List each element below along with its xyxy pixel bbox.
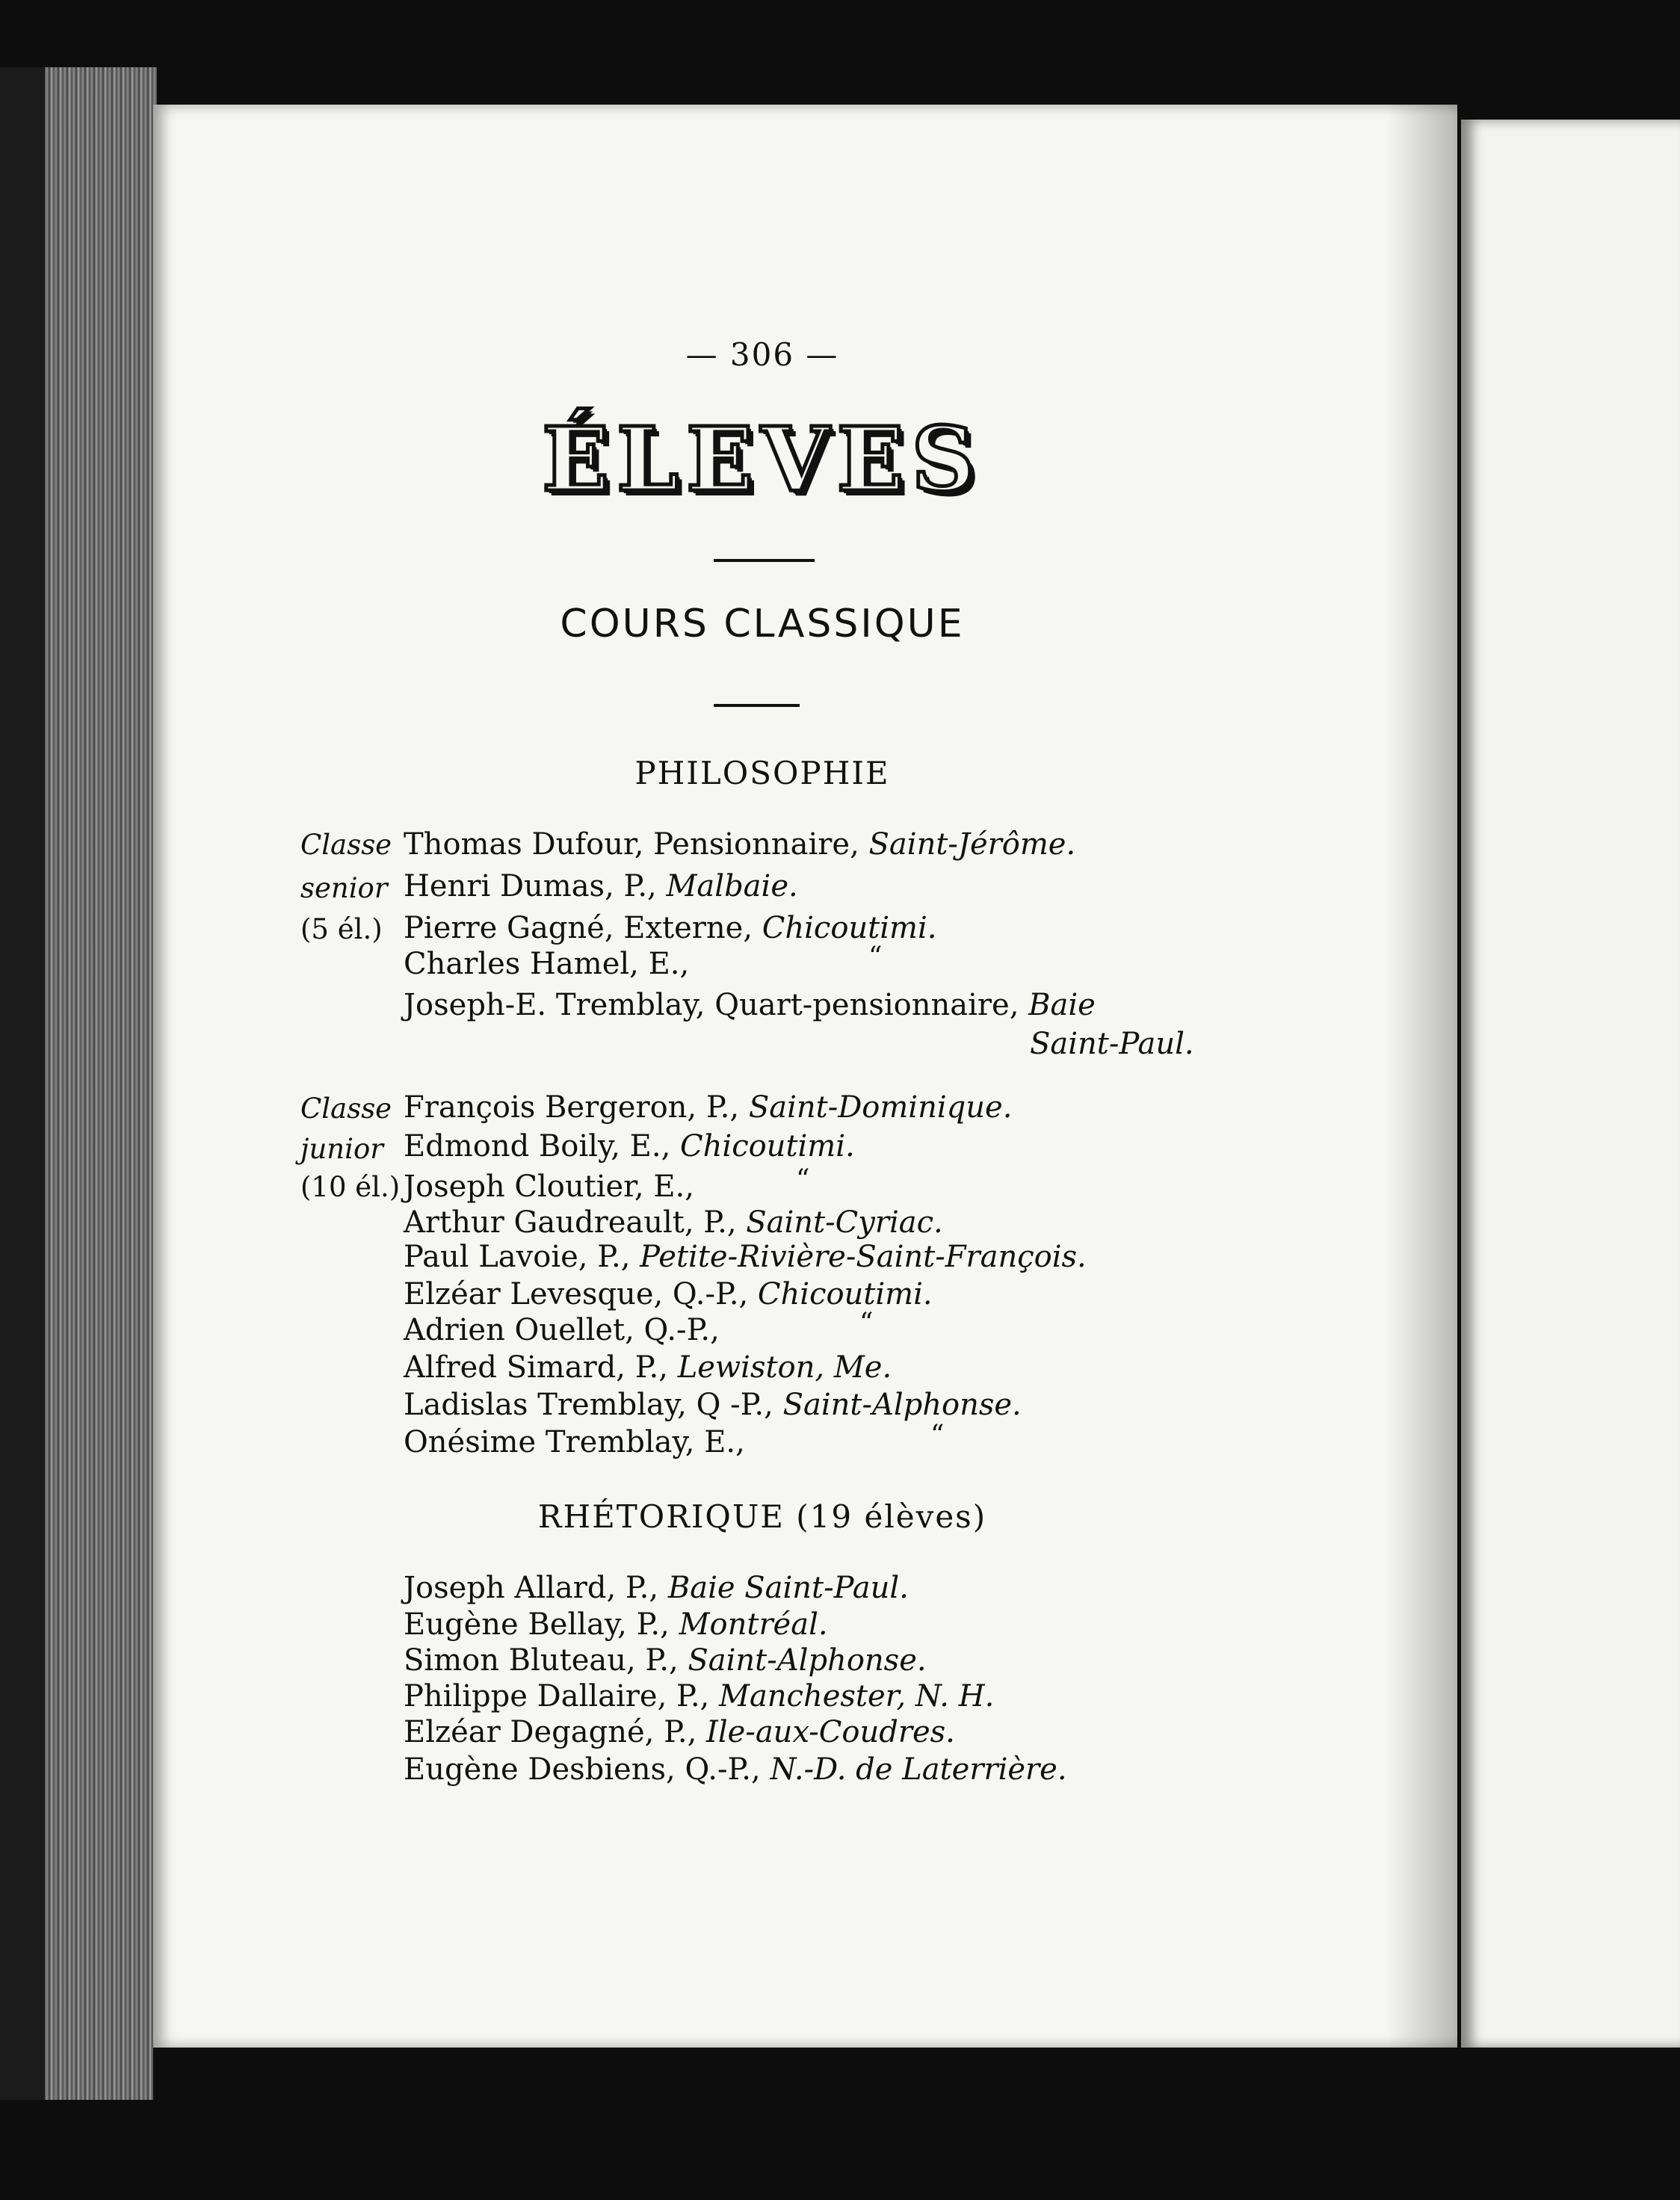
student-name: Charles Hamel, E., [404,947,690,981]
ditto-mark: “ [796,1164,810,1195]
list-item [404,1717,955,1747]
ditto-mark: “ [930,1420,945,1450]
student-name: Eugène Desbiens, Q.-P., [404,1752,770,1787]
student-name: Simon Bluteau, P., [404,1643,688,1678]
student-name: François Bergeron, P., [404,1090,749,1125]
ditto-mark: “ [859,1308,874,1338]
list-item [404,1090,1013,1125]
student-place: Lewiston, Me. [677,1350,892,1385]
student-name: Arthur Gaudreault, P., [404,1205,747,1240]
list-item [404,871,798,901]
page-number: — 306 — [685,336,839,373]
student-place: Saint-Alphonse. [782,1388,1022,1422]
list-item [404,990,1096,1020]
list-item [404,1169,694,1204]
list-item [404,1427,745,1457]
side-label-classe: Classe [300,1093,392,1125]
philosophie-heading: PHILOSOPHIE [634,755,890,791]
student-name: Elzéar Degagné, P., [404,1715,707,1749]
student-name: Paul Lavoie, P., [404,1240,640,1274]
student-name: Edmond Boily, E., [404,1129,681,1164]
student-place: Baie [1028,988,1096,1022]
list-item [404,827,1076,862]
student-place: Malbaie. [666,869,798,903]
student-name: Thomas Dufour, Pensionnaire, [404,827,869,862]
scan-background [153,2048,1680,2200]
student-place-continued: Saint-Paul. [1030,1027,1194,1061]
student-place: Petite-Rivière-Saint-François. [640,1240,1087,1274]
student-name: Philippe Dallaire, P., [404,1679,719,1714]
student-place: Manchester, N. H. [718,1679,995,1714]
student-place: Saint-Alphonse. [688,1643,927,1678]
list-item [404,1573,909,1603]
list-item [404,1242,1087,1272]
side-label-junior: junior [300,1133,383,1165]
section-rule [714,704,800,707]
student-place: Chicoutimi. [680,1129,855,1164]
student-name: Elzéar Levesque, Q.-P., [404,1277,758,1311]
ditto-mark: “ [868,942,883,972]
student-name: Pierre Gagné, Externe, [404,911,762,945]
title-rule [714,559,815,562]
student-name: Joseph Cloutier, E., [404,1169,694,1204]
side-label-classe: Classe [300,829,392,861]
section-heading: COURS CLASSIQUE [560,602,965,646]
student-name: Joseph Allard, P., [404,1571,668,1605]
list-item [404,1752,1067,1787]
page-title: ÉLEVES [542,407,983,511]
student-place: Chicoutimi. [762,911,937,945]
list-item [404,1315,720,1345]
student-place: Saint-Cyriac. [746,1205,943,1240]
student-name: Adrien Ouellet, Q.-P., [404,1313,720,1347]
side-label-count: (10 él.) [300,1171,401,1203]
student-place: Saint-Jérôme. [868,827,1076,862]
student-name: Eugène Bellay, P., [404,1607,679,1642]
student-name: Ladislas Tremblay, Q -P., [404,1388,783,1422]
side-label-count: (5 él.) [300,913,383,945]
student-name: Alfred Simard, P., [404,1350,678,1385]
list-item [404,1279,933,1309]
list-item [404,1679,995,1714]
student-name: Henri Dumas, P., [404,869,667,903]
list-item [404,1129,855,1164]
list-item [404,913,936,943]
list-item [404,1607,828,1642]
student-place: Ile-aux-Coudres. [706,1715,955,1749]
side-label-senior: senior [300,872,388,904]
list-item [404,1205,943,1240]
list-item [404,1350,892,1385]
student-name: Joseph-E. Tremblay, Quart-pensionnaire, [404,988,1029,1022]
student-place: Baie Saint-Paul. [667,1571,909,1605]
student-place: Saint-Dominique. [748,1090,1013,1125]
student-place: N.-D. de Laterrière. [770,1752,1067,1787]
student-place: Montréal. [679,1607,828,1642]
page-gutter-shadow [1386,105,1457,2048]
list-item [404,949,689,979]
student-place: Chicoutimi. [757,1277,933,1311]
student-name: Onésime Tremblay, E., [404,1425,745,1459]
list-item [404,1643,927,1678]
list-item [404,1390,1022,1420]
rhetorique-heading: RHÉTORIQUE (19 élèves) [537,1498,987,1535]
